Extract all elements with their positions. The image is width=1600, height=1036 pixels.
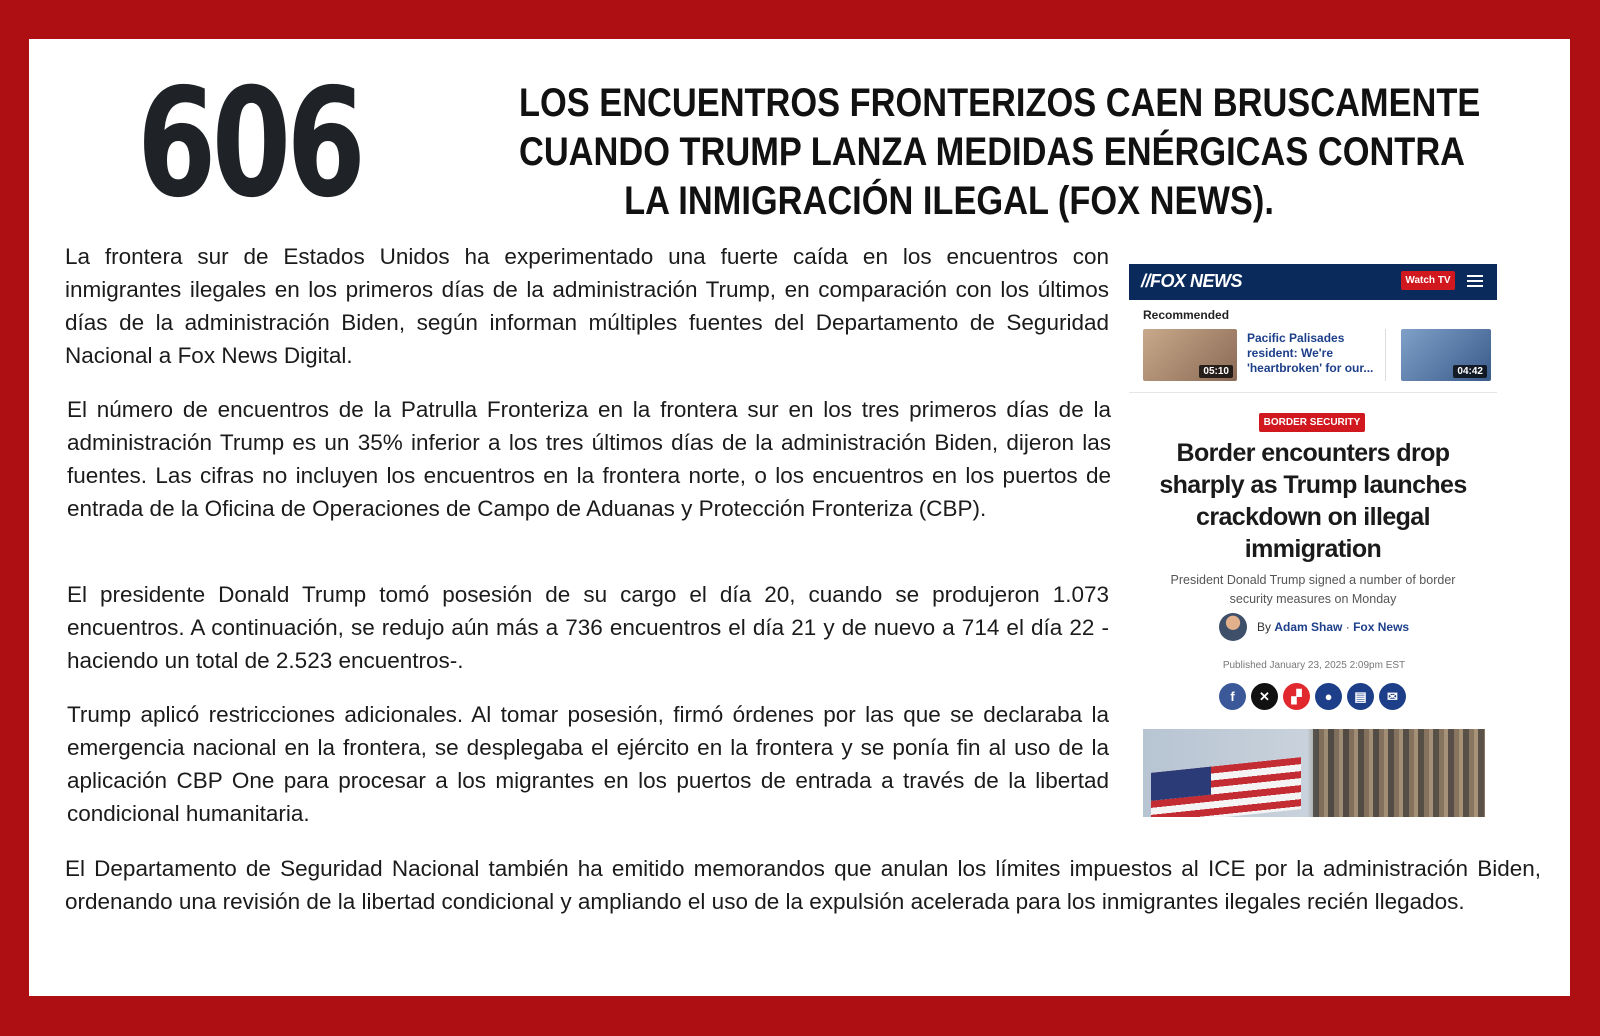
article-hero-image	[1143, 729, 1485, 817]
american-flag-image	[1151, 757, 1301, 817]
fox-news-logo[interactable]: //FOX NEWS	[1141, 271, 1243, 291]
category-badge[interactable]: BORDER SECURITY	[1259, 413, 1365, 432]
paragraph-1: La frontera sur de Estados Unidos ha experimentado una fuerte caída en los encuentros con inmigrantes ilegales en los primeros días de la administración Trump, en comparación con los últimos días de la administración Biden, según informan múltiples fuentes del Departamento de Seguridad Nacional a Fox News Digital.	[65, 244, 1109, 368]
divider	[1129, 392, 1497, 393]
flipboard-icon[interactable]: ▞	[1283, 683, 1310, 710]
recommended-video-thumbnail-1[interactable]	[1143, 329, 1237, 381]
recommended-video-thumbnail-2[interactable]	[1401, 329, 1491, 381]
facebook-icon[interactable]: f	[1219, 683, 1246, 710]
paragraph-3: El presidente Donald Trump tomó posesión de su cargo el día 20, cuando se produjeron 1.073 encuentros. A continuación, se redujo aún más a 736 encuentros el día 21 y de nuevo a 714 el día 22 -haciendo un total de 2.523 encuentros-.	[67, 582, 1109, 673]
recommended-label: Recommended	[1143, 308, 1230, 322]
hamburger-menu-icon[interactable]	[1467, 275, 1483, 287]
watch-tv-button[interactable]: Watch TV	[1401, 271, 1455, 290]
byline-dot: ·	[1345, 620, 1354, 634]
headline-line-1: LOS ENCUENTROS FRONTERIZOS CAEN BRUSCAMENTE	[519, 81, 1481, 125]
author-avatar	[1219, 613, 1247, 641]
paragraph-5: El Departamento de Seguridad Nacional también ha emitido memorandos que anulan los límites impuestos al ICE por la administración Biden, ordenando una revisión de la libertad condicional y ampliando el uso de la expulsión acelerada para los inmigrantes ilegales recién llegados.	[65, 856, 1541, 914]
fox-header-bar	[1129, 264, 1497, 300]
email-icon[interactable]: ✉	[1379, 683, 1406, 710]
headline-line-2: CUANDO TRUMP LANZA MEDIDAS ENÉRGICAS CONTRA	[519, 130, 1465, 174]
divider	[1385, 329, 1386, 381]
published-date: Published January 23, 2025 2:09pm EST	[1222, 660, 1406, 671]
author-link[interactable]: Adam Shaw	[1274, 620, 1343, 634]
article-subheadline: President Donald Trump signed a number of border security measures on Monday	[1170, 573, 1456, 606]
comment-icon[interactable]: ●	[1315, 683, 1342, 710]
headline-line-3: LA INMIGRACIÓN ILEGAL (FOX NEWS).	[624, 179, 1274, 223]
fox-logo-slash: //	[1141, 271, 1151, 291]
slide-headline	[449, 79, 1481, 226]
video-duration: 04:42	[1453, 365, 1487, 378]
slide-number: 606	[137, 57, 362, 231]
paragraph-2: El número de encuentros de la Patrulla Fronteriza en la frontera sur en los tres primeros días de la administración Trump es un 35% inferior a los tres últimos días de la administración Biden, dijeron las fuentes. Las cifras no incluyen los encuentros en la frontera norte, o los encuentros en los puertos de entrada de la Oficina de Operaciones de Campo de Aduanas y Protección Fronteriza (CBP).	[67, 397, 1111, 521]
paragraph-4: Trump aplicó restricciones adicionales. Al tomar posesión, firmó órdenes por las que se declaraba la emergencia nacional en la frontera, se desplegaba el ejército en la frontera y se ponía fin al uso de la aplicación CBP One para procesar a los migrantes en los puertos de entrada a través de la libertad condicional humanitaria.	[67, 702, 1109, 826]
slide-card	[29, 39, 1570, 996]
article-headline: Border encounters drop sharply as Trump launches crackdown on illegal immigration	[1159, 439, 1467, 563]
byline-text: By Adam Shaw · Fox News	[1257, 620, 1410, 634]
migrant-crowd-image	[1313, 729, 1485, 817]
video-duration: 05:10	[1199, 365, 1233, 378]
recommended-video-title-1[interactable]: Pacific Palisades resident: We're 'heartbroken' for our...	[1247, 331, 1374, 375]
fox-news-screenshot	[1129, 264, 1499, 824]
x-icon[interactable]: ✕	[1251, 683, 1278, 710]
outlet-link[interactable]: Fox News	[1353, 620, 1410, 634]
print-icon[interactable]: ▤	[1347, 683, 1374, 710]
